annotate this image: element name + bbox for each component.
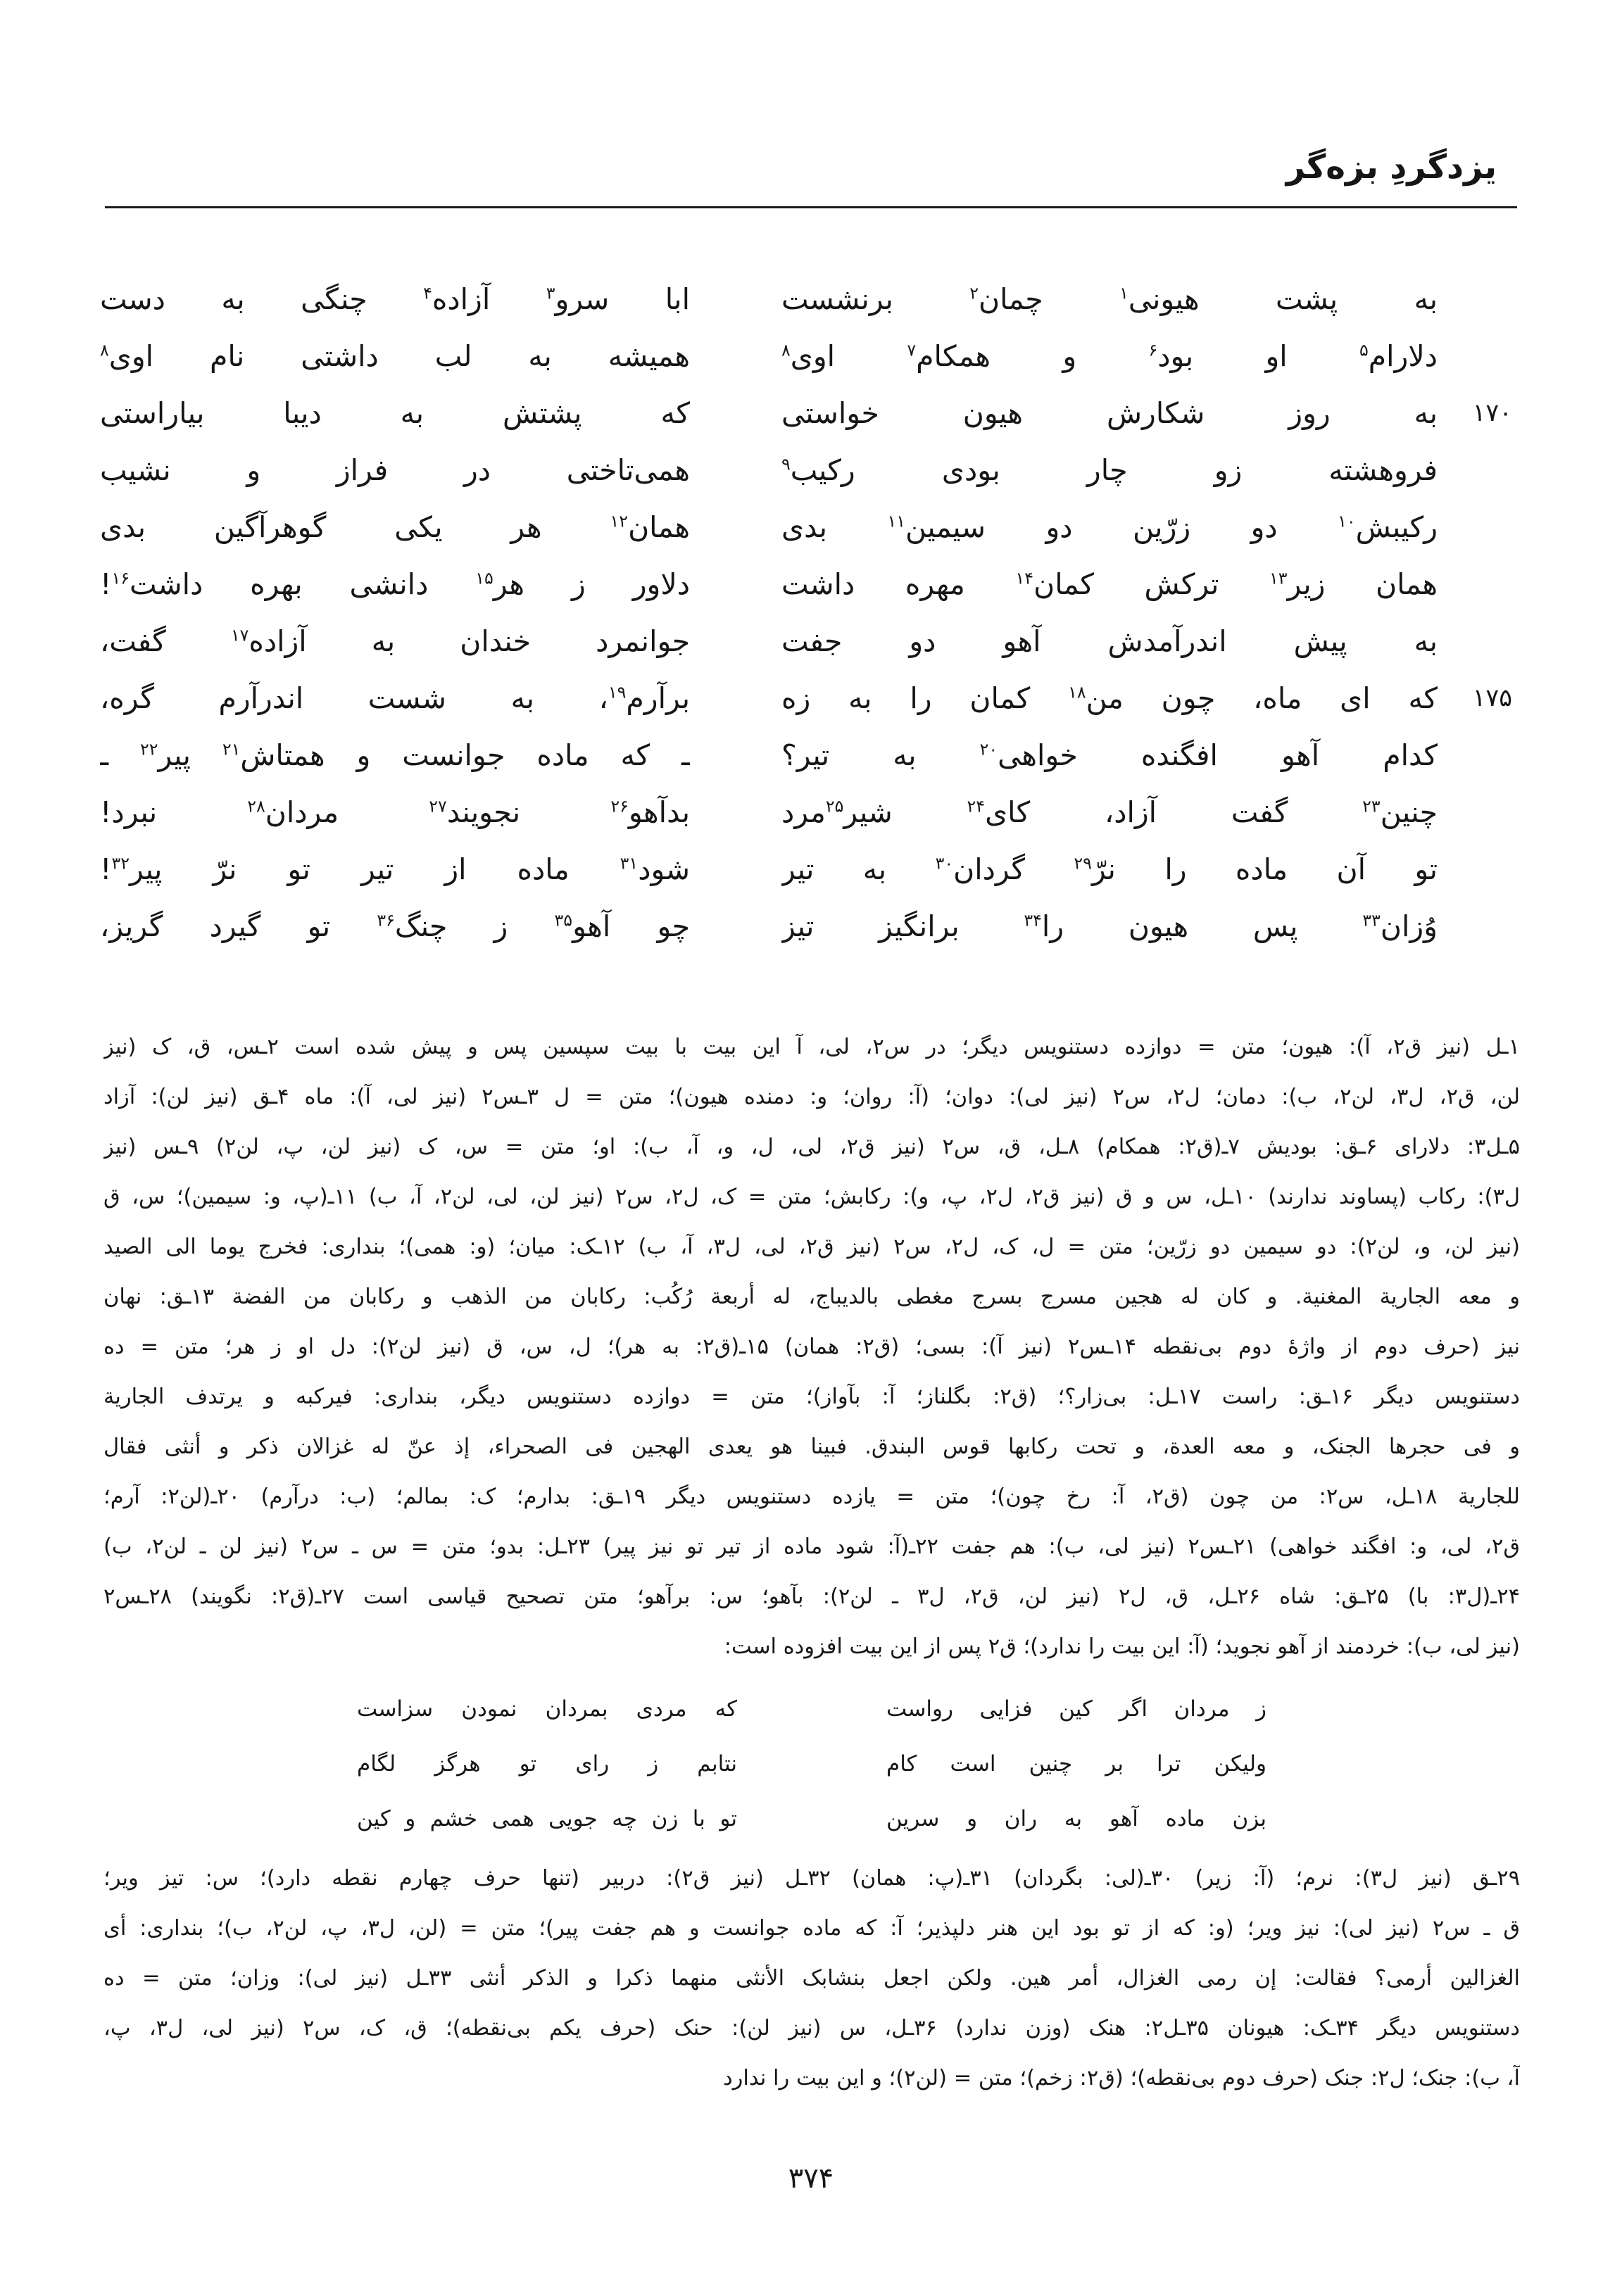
footnote-ref: ۱ bbox=[1119, 282, 1129, 303]
verse-text: دانشی بهره داشت bbox=[129, 567, 476, 601]
verse-row bbox=[100, 555, 1516, 612]
verse-text: کدام آهو افگنده خواهی bbox=[998, 738, 1438, 772]
footnote-ref: ۱۷ bbox=[230, 624, 249, 645]
hemistich-second bbox=[100, 282, 690, 316]
running-head bbox=[1286, 148, 1497, 187]
footnote-ref: ۹ bbox=[781, 453, 791, 474]
verse-text: به پشت هیونی bbox=[1128, 282, 1438, 316]
footnote-ref: ۲۰ bbox=[979, 738, 998, 759]
inserted-hemistich-second: نتابم ز رای تو هرگز لگام bbox=[357, 1751, 737, 1777]
hemistich-first bbox=[781, 396, 1438, 430]
apparatus-line: و فی حجرها الجنک، و معه العدة، و تحت رکابها قوس البندق. فبینا هو یعدی الهجین فی الصحراء، إذ عنّ له غزالان ذکر و أنثی فقال bbox=[103, 1434, 1520, 1459]
verse-text: ترکش کمان bbox=[1033, 567, 1270, 601]
footnote-ref: ۳ bbox=[546, 282, 555, 303]
verse-text: پیر bbox=[158, 738, 222, 772]
verse-text: آزاده bbox=[432, 282, 546, 316]
hemistich-second bbox=[100, 396, 690, 430]
hemistich-second bbox=[100, 624, 690, 658]
apparatus-line: نیز (حرف دوم از واژهٔ دوم بی‌نقطه ۱۴ـس۲ (نیز آ): بسی؛ (ق۲: همان) ۱۵ـ(ق۲: به هر)؛ ل، س، ق (نیز لن۲): دل او ز هر؛ متن = ده bbox=[103, 1335, 1520, 1359]
verse-text: که ای ماه، چون من bbox=[1086, 681, 1438, 715]
critical-apparatus bbox=[103, 1022, 1520, 2103]
verse-text: برانگیز تیز bbox=[781, 909, 1024, 943]
footnote-ref: ۲ bbox=[969, 282, 979, 303]
footnote-ref: ۳۳ bbox=[1362, 909, 1381, 930]
footnote-ref: ۳۶ bbox=[377, 909, 395, 930]
footnote-ref: ۳۲ bbox=[111, 852, 130, 873]
footnote-ref: ۶ bbox=[1148, 339, 1158, 360]
verse-text: مرد bbox=[781, 795, 826, 829]
header-rule bbox=[105, 206, 1517, 208]
verse-text: به تیر؟ bbox=[781, 738, 980, 772]
footnote-ref: ۱۳ bbox=[1269, 567, 1288, 588]
apparatus-line: (نیز لی، ب): خردمند از آهو نجوید؛ (آ: این بیت را ندارد)؛ ق۲ پس از این بیت افزوده است: bbox=[724, 1634, 1520, 1659]
verse-text: همی‌تاختی در فراز و نشیب bbox=[100, 453, 690, 487]
footnote-ref: ۱۹ bbox=[608, 681, 627, 702]
footnote-ref: ۳۴ bbox=[1024, 909, 1042, 930]
verse-row bbox=[100, 669, 1516, 726]
footnote-ref: ۲۸ bbox=[247, 795, 265, 816]
verse-row bbox=[100, 726, 1516, 783]
footnote-ref: ۳۰ bbox=[935, 852, 954, 873]
verse-text: پس هیون را bbox=[1041, 909, 1363, 943]
apparatus-line: و معه الجاریة المغنیة. و کان له هجین مسرج بسرج مغطی بالدیباج، له أربعة رُکُب: رکابان من الذهب و رکابان من الفضة ۱۳ـق: نهان bbox=[103, 1285, 1520, 1309]
verse-text: به تیر bbox=[781, 852, 936, 886]
apparatus-line: ۲۹ـق (نیز ل۳): نرم؛ (آ: زیر) ۳۰ـ(لی: بگردان) ۳۱ـ(پ: همان) ۳۲ـل (نیز ق۲): دربیر (تنها حرف چهارم نقطه دارد)؛ س: تیز ویر؛ bbox=[103, 1866, 1520, 1891]
verse-text: گفت، bbox=[100, 624, 231, 658]
footnote-ref: ۲۶ bbox=[610, 795, 629, 816]
hemistich-second bbox=[100, 453, 690, 487]
inserted-hemistich-first: ز مردان اگر کین فزایی رواست bbox=[886, 1696, 1266, 1722]
hemistich-second bbox=[100, 795, 690, 829]
hemistich-second bbox=[100, 339, 690, 373]
verse-text: بدآهو bbox=[628, 795, 690, 829]
verse-text: تو گیرد گریز، bbox=[100, 909, 377, 943]
verse-text: او بود bbox=[1157, 339, 1360, 373]
inserted-verses bbox=[103, 1672, 1520, 1853]
inserted-verse-row bbox=[103, 1682, 1520, 1736]
apparatus-line: لن، ق۲، ل۳، لن۲، ب): دمان؛ ل۲، س۲ (نیز لی): دوان؛ (آ: روان؛ و: دمنده هیون)؛ متن = ل ۳ـس۲ (نیز لی، آ): ماه ۴ـق (نیز لن): آزاد bbox=[103, 1085, 1520, 1109]
verse-text: چنین bbox=[1380, 795, 1438, 829]
verse-text: دلارام bbox=[1368, 339, 1438, 373]
page-title: یزدگردِ بزه‌گر bbox=[1285, 148, 1497, 187]
verse-number: ۱۷۵ bbox=[1472, 683, 1512, 712]
footnote-ref: ۸ bbox=[781, 339, 791, 360]
hemistich-first bbox=[781, 624, 1438, 658]
hemistich-second bbox=[100, 738, 690, 772]
footnote-ref: ۴ bbox=[423, 282, 432, 303]
inserted-hemistich-first: ولیکن ترا بر چنین است کام bbox=[886, 1751, 1266, 1777]
verse-text: ماده از تیر تو نرّ پیر bbox=[129, 852, 620, 886]
verse-text: چو آهو bbox=[572, 909, 690, 943]
verse-text: تو آن ماده را نرّ bbox=[1091, 852, 1438, 886]
hemistich-first bbox=[781, 282, 1438, 316]
verse-text: گفت آزاد، کای bbox=[985, 795, 1363, 829]
hemistich-second bbox=[100, 510, 690, 544]
hemistich-first bbox=[781, 681, 1438, 715]
hemistich-first bbox=[781, 852, 1438, 886]
verse-text: ابا سرو bbox=[555, 282, 690, 316]
verse-text: به پیش اندرآمدش آهو دو جفت bbox=[781, 624, 1438, 658]
verse-text: رکیبش bbox=[1355, 510, 1438, 544]
inserted-hemistich-first: بزن ماده آهو به ران و سرین bbox=[886, 1806, 1266, 1831]
hemistich-first bbox=[781, 453, 1438, 487]
hemistich-first bbox=[781, 909, 1438, 943]
footnote-ref: ۲۱ bbox=[222, 738, 241, 759]
apparatus-line: للجاریة ۱۸ـل، س۲: من چون (ق۲، آ: رخ چون)؛ متن = یازده دستنویس دیگر ۱۹ـق: بدارم؛ ک: بمالم؛ (ب: درآرم) ۲۰ـ(لن۲: آرم؛ bbox=[103, 1484, 1520, 1509]
footnote-ref: ۸ bbox=[100, 339, 109, 360]
footnote-ref: ۵ bbox=[1359, 339, 1369, 360]
hemistich-second bbox=[100, 909, 690, 943]
verse-text: برآرم bbox=[626, 681, 690, 715]
hemistich-first bbox=[781, 795, 1438, 829]
verse-text: به روز شکارش هیون خواستی bbox=[781, 396, 1438, 430]
inserted-hemistich-second: تو با زن چه جویی همی خشم و کین bbox=[357, 1806, 737, 1831]
verse-text: اوی bbox=[790, 339, 907, 373]
verse-text: فروهشته زو چار بودی رکیب bbox=[790, 453, 1438, 487]
verse-text: شود bbox=[638, 852, 690, 886]
verse-text: و همکام bbox=[916, 339, 1149, 373]
footnote-ref: ۳۵ bbox=[554, 909, 573, 930]
apparatus-line: ق ـ س۲ (نیز لی): نیز ویر؛ (و: که از تو بود این هنر دلپذیر؛ آ: که ماده جوانست و هم جفت پیر)؛ متن = (لن، ل۳، پ، لن۲، ب)؛ بنداری: أی bbox=[103, 1916, 1520, 1941]
hemistich-second bbox=[100, 852, 690, 886]
verse-row bbox=[100, 498, 1516, 555]
verse-number: ۱۷۰ bbox=[1472, 398, 1512, 427]
verse-text: همان زیر bbox=[1287, 567, 1438, 601]
footnote-ref: ۱۱ bbox=[887, 510, 905, 531]
verse-text: ! bbox=[100, 852, 112, 886]
verse-text: که پشتش به دیبا بیاراستی bbox=[100, 396, 690, 430]
page-number: ۳۷۴ bbox=[788, 2162, 834, 2195]
apparatus-line: دستنویس دیگر ۳۴ـک: هیونان ۳۵ـل۲: هنک (وزن ندارد) ۳۶ـل، س (نیز لن): حنک (حرف یکم بی‌نقطه)؛ ق، ک، س۲ (نیز لی، ل۳، پ، bbox=[103, 2016, 1520, 2040]
footnote-ref: ۱۶ bbox=[111, 567, 130, 588]
footnote-ref: ۲۲ bbox=[139, 738, 158, 759]
verse-text: مهره داشت bbox=[781, 567, 1016, 601]
verse-text: ز چنگ bbox=[394, 909, 555, 943]
verse-row bbox=[100, 270, 1516, 327]
verse-row bbox=[100, 612, 1516, 669]
apparatus-line: ۱ـل (نیز ق۲، آ): هیون؛ متن = دوازده دستنویس دیگر؛ در س۲، لی، آ این بیت با بیت سپسین پس و پیش شده است ۲ـس، ق، ک (نیز bbox=[103, 1035, 1520, 1059]
verse-text: نجویند bbox=[446, 795, 611, 829]
footnote-ref: ۱۸ bbox=[1068, 681, 1086, 702]
footnote-ref: ۱۵ bbox=[475, 567, 493, 588]
apparatus-line: ۲۴ـ(ل۳: با) ۲۵ـق: شاه ۲۶ـل، ق، ل۲ (نیز لن، ق۲، ل۳ ـ لن۲): بآهو؛ س: برآهو؛ متن تصحیح قیاسی است ۲۷ـ(ق۲: نگویند) ۲۸ـس۲ bbox=[103, 1584, 1520, 1609]
verse-text: ، به شست اندرآرم گره، bbox=[100, 681, 608, 715]
verse-text: همان bbox=[628, 510, 690, 544]
verse-text: هر یکی گوهرآگین بدی bbox=[100, 510, 610, 544]
verse-text: جوانمرد خندان به آزاده bbox=[249, 624, 690, 658]
verse-text: همیشه به لب داشتی نام اوی bbox=[108, 339, 690, 373]
hemistich-second bbox=[100, 681, 690, 715]
footnote-ref: ۱۰ bbox=[1338, 510, 1356, 531]
apparatus-line: الغزالین أرمی؟ فقالت: إن رمی الغزال، أمر هین. ولکن اجعل بنشابک الأنثی منهما ذکرا و الذکر أنثی ۳۳ـل (نیز لی): وزان؛ متن = ده bbox=[103, 1966, 1520, 1991]
apparatus-line: (نیز لن، و، لن۲): دو سیمین دو زرّین؛ متن = ل، ک، ل۲، س۲ (نیز ق۲، لی، ل۳، آ، ب) ۱۲ـک: میان؛ (و: همی)؛ بنداری: فخرج یوما الی الصید bbox=[103, 1235, 1520, 1259]
verse-text: بدی bbox=[781, 510, 888, 544]
apparatus-line: آ، ب): جنک؛ ل۲: جنک (حرف دوم بی‌نقطه)؛ (ق۲: زخم)؛ متن = (لن۲)؛ و این بیت را ندارد bbox=[723, 2066, 1520, 2090]
verse-text: دو زرّین دو سیمین bbox=[905, 510, 1338, 544]
verse-text: برنشست bbox=[781, 282, 970, 316]
verse-row bbox=[100, 840, 1516, 897]
verse-text: ـ که ماده جوانست و همتاش bbox=[240, 738, 690, 772]
footnote-ref: ۲۵ bbox=[825, 795, 844, 816]
verse-text: وُزان bbox=[1380, 909, 1438, 943]
inserted-verse-row bbox=[103, 1736, 1520, 1791]
apparatus-line: ل۳): رکاب (پساوند ندارند) ۱۰ـل، س و ق (نیز ق۲، ل۲، پ، و): رکابش؛ متن = ک، ل۲، س۲ (نیز لن، لی، لن۲، آ، ب) ۱۱ـ(پ، و: سیمین)؛ س، ق bbox=[103, 1185, 1520, 1209]
hemistich-first bbox=[781, 339, 1438, 373]
verse-row bbox=[100, 897, 1516, 954]
hemistich-first bbox=[781, 510, 1438, 544]
verse-row bbox=[100, 327, 1516, 384]
verse-row bbox=[100, 441, 1516, 498]
footnote-ref: ۲۷ bbox=[429, 795, 447, 816]
verse-text: ـ bbox=[100, 738, 140, 772]
verse-text: چمان bbox=[979, 282, 1120, 316]
hemistich-first bbox=[781, 567, 1438, 601]
footnote-ref: ۱۴ bbox=[1015, 567, 1034, 588]
footnote-ref: ۱۲ bbox=[610, 510, 629, 531]
footnote-ref: ۲۹ bbox=[1074, 852, 1092, 873]
apparatus-line: ۵ـل۳: دلارای ۶ـق: بودیش ۷ـ(ق۲: همکام) ۸ـل، ق، س۲ (نیز ق۲، لی، ل، و، آ، ب): او؛ متن = س، ک (نیز لن، پ، لن۲) ۹ـس (نیز bbox=[103, 1135, 1520, 1159]
footnote-ref: ۳۱ bbox=[620, 852, 639, 873]
verse-text: چنگی به دست bbox=[100, 282, 424, 316]
verse-row bbox=[100, 384, 1516, 441]
poem-block bbox=[100, 270, 1516, 954]
verse-text: مردان bbox=[265, 795, 429, 829]
verse-row bbox=[100, 783, 1516, 840]
verse-text: کمان را به زه bbox=[781, 681, 1069, 715]
footnote-ref: ۲۳ bbox=[1362, 795, 1381, 816]
verse-text: نبرد! bbox=[100, 795, 248, 829]
verse-text: شیر bbox=[843, 795, 967, 829]
verse-text: گردان bbox=[953, 852, 1074, 886]
footnote-ref: ۷ bbox=[907, 339, 917, 360]
verse-text: دلاور ز هر bbox=[493, 567, 690, 601]
verse-text: ! bbox=[100, 567, 112, 601]
hemistich-second bbox=[100, 567, 690, 601]
inserted-hemistich-second: که مردی بمردان نمودن سزاست bbox=[357, 1696, 737, 1722]
inserted-verse-row bbox=[103, 1791, 1520, 1846]
footnote-ref: ۲۴ bbox=[967, 795, 986, 816]
hemistich-first bbox=[781, 738, 1438, 772]
apparatus-line: دستنویس دیگر ۱۶ـق: راست ۱۷ـل: بی‌زار؟؛ (ق۲: بگلناز؛ آ: بآواز)؛ متن = دوازده دستنویس دیگر، بنداری: فیرکبه و یرتدف الجاریة bbox=[103, 1384, 1520, 1409]
apparatus-line: ق۲، لی، و: افگند خواهی) ۲۱ـس۲ (نیز لی، ب): هم جفت ۲۲ـ(آ: شود ماده از تیر تو نیز پیر) ۲۳ـل: بدو؛ متن = س ـ س۲ (نیز لن ـ لن۲، ب) bbox=[103, 1534, 1520, 1559]
